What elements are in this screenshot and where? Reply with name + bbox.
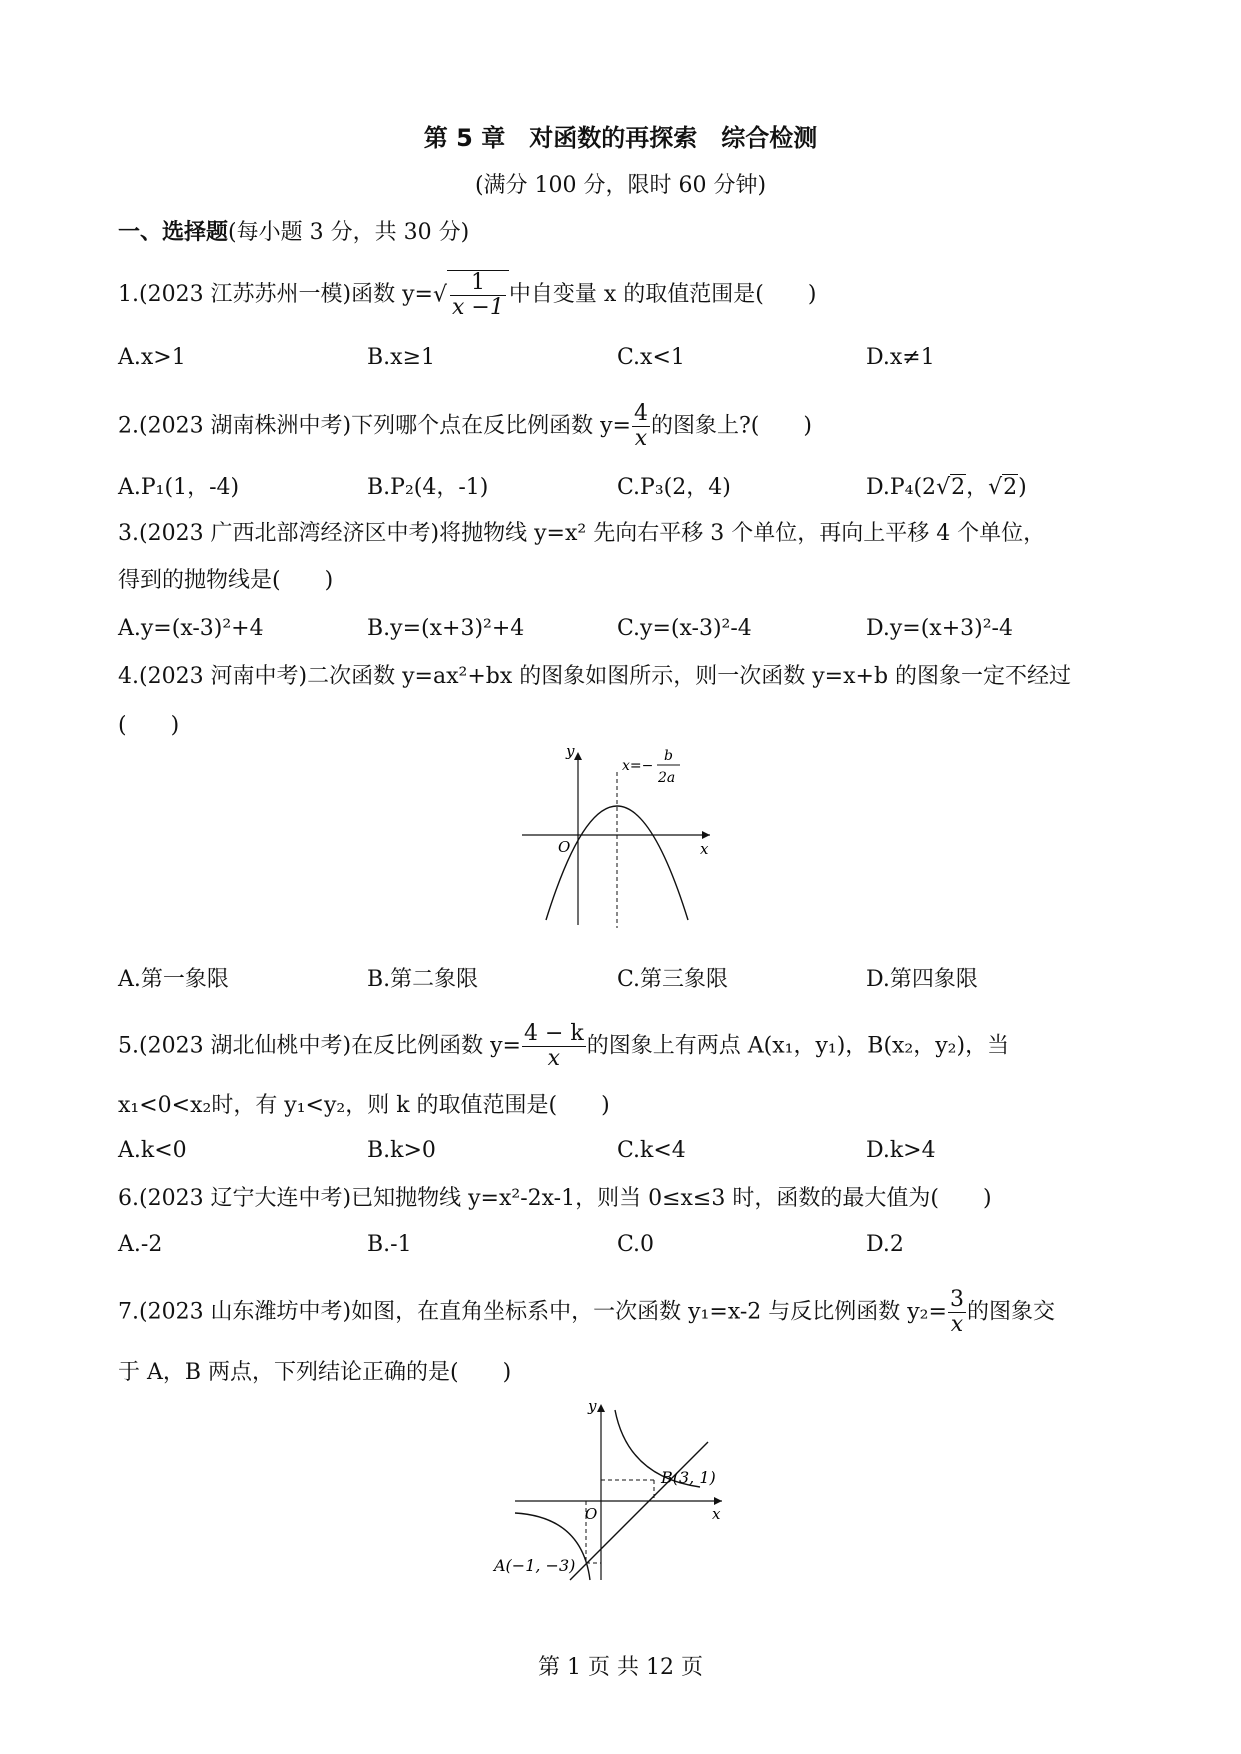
q1-option-d: D.x≠1	[866, 345, 935, 370]
page-number: 第 1 页 共 12 页	[538, 1655, 703, 1680]
q7-suffix: 的图象交	[966, 1299, 1055, 1325]
origin-label: O	[558, 838, 571, 856]
q2-option-b: B.P₂(4，-1)	[367, 475, 489, 500]
question-7-line-1	[118, 1288, 1055, 1337]
x-axis-label: x	[700, 840, 709, 858]
q1-option-b: B.x≥1	[367, 345, 435, 370]
section-note: (每小题 3 分，共 30 分)	[228, 220, 470, 245]
q6-option-d: D.2	[866, 1232, 904, 1257]
q1-suffix: 中自变量 x 的取值范围是( )	[508, 282, 817, 307]
q2-option-d-pre: D.P₄(2	[866, 475, 937, 500]
q4-option-a: A.第一象限	[118, 967, 229, 992]
page-title: 第 5 章 对函数的再探索 综合检测	[423, 124, 818, 152]
y-axis-arrow	[574, 752, 582, 760]
q2-option-a: A.P₁(1，-4)	[118, 475, 240, 500]
x-axis-arrow	[702, 831, 710, 839]
q2-suffix: 的图象上?( )	[651, 413, 812, 439]
q4-option-d: D.第四象限	[866, 967, 978, 992]
q3-option-b: B.y=(x+3)²+4	[367, 616, 525, 641]
q2-option-d-radicand-2: 2	[1003, 475, 1018, 500]
q2-option-d-post: )	[1018, 475, 1027, 500]
q6-option-c: C.0	[617, 1232, 655, 1257]
symmetry-axis-label: x=−	[622, 758, 654, 774]
y-axis-label: y	[588, 1397, 597, 1415]
exam-info: (满分 100 分，限时 60 分钟)	[474, 173, 767, 198]
question-2	[118, 402, 812, 451]
q2-frac-num: 4	[634, 401, 648, 426]
origin-label: O	[585, 1505, 598, 1523]
q1-option-c: C.x<1	[617, 345, 685, 370]
section-heading	[118, 218, 469, 248]
q3-option-d: D.y=(x+3)²-4	[866, 616, 1013, 641]
question-6: 6.(2023 辽宁大连中考)已知抛物线 y=x²-2x-1，则当 0≤x≤3 时，函数的最大值为( )	[118, 1186, 992, 1211]
y-axis-label: y	[566, 742, 575, 760]
q6-option-a: A.-2	[118, 1232, 163, 1257]
q5-prefix: 5.(2023 湖北仙桃中考)在反比例函数 y=	[118, 1033, 521, 1059]
hyperbola-line-figure	[490, 1395, 760, 1595]
q2-option-d: D.P₄(2√2，√2)	[866, 475, 1027, 500]
q2-frac-den: x	[634, 426, 648, 451]
point-a-label: A(−1, −3)	[494, 1556, 576, 1575]
q1-option-a: A.x>1	[118, 345, 186, 370]
question-5-line-2: x₁<0<x₂时，有 y₁<y₂，则 k 的取值范围是( )	[118, 1093, 610, 1118]
point-b-label: B(3, 1)	[661, 1468, 716, 1487]
q5-frac-den: x	[547, 1046, 561, 1071]
sqrt-expression: √ $\frac{1}{x -1}$	[433, 270, 509, 320]
question-3-line-2: 得到的抛物线是( )	[118, 568, 334, 593]
y-axis-arrow	[597, 1404, 605, 1412]
x-axis-label: x	[712, 1505, 721, 1523]
q2-option-d-sep: ，	[966, 475, 989, 500]
question-1	[118, 270, 816, 320]
symmetry-axis-num: b	[664, 748, 673, 764]
q7-prefix: 7.(2023 山东潍坊中考)如图，在直角坐标系中，一次函数 y₁=x-2 与反比例函数 y₂=	[118, 1299, 947, 1325]
q1-prefix: 1.(2023 江苏苏州一模)函数 y=	[118, 282, 433, 307]
q5-option-a: A.k<0	[118, 1138, 187, 1163]
q4-option-b: B.第二象限	[367, 967, 479, 992]
q1-frac-den: x −1	[452, 295, 504, 320]
q2-prefix: 2.(2023 湖南株洲中考)下列哪个点在反比例函数 y=	[118, 413, 631, 439]
x-axis-arrow	[714, 1497, 722, 1505]
question-5-line-1	[118, 1022, 1009, 1071]
q5-option-b: B.k>0	[367, 1138, 436, 1163]
question-4-line-2: ( )	[118, 713, 180, 738]
symmetry-axis-den: 2a	[658, 770, 676, 786]
q1-frac-num: 1	[450, 271, 506, 296]
q5-option-d: D.k>4	[866, 1138, 936, 1163]
q4-option-c: C.第三象限	[617, 967, 729, 992]
q7-frac-num: 3	[949, 1287, 964, 1312]
q2-option-d-radicand-1: 2	[951, 475, 966, 500]
q5-frac-num: 4 − k	[524, 1021, 584, 1046]
q3-option-c: C.y=(x-3)²-4	[617, 616, 752, 641]
q3-option-a: A.y=(x-3)²+4	[118, 616, 264, 641]
section-label: 一、选择题	[118, 220, 229, 245]
q5-option-c: C.k<4	[617, 1138, 686, 1163]
q2-option-c: C.P₃(2，4)	[617, 475, 731, 500]
q6-option-b: B.-1	[367, 1232, 412, 1257]
question-3-line-1: 3.(2023 广西北部湾经济区中考)将抛物线 y=x² 先向右平移 3 个单位，再向上平移 4 个单位，	[118, 521, 1046, 546]
question-7-line-2: 于 A，B 两点，下列结论正确的是( )	[118, 1360, 512, 1385]
q5-suffix: 的图象上有两点 A(x₁，y₁)，B(x₂，y₂)，当	[586, 1033, 1010, 1059]
question-4-line-1: 4.(2023 河南中考)二次函数 y=ax²+bx 的图象如图所示，则一次函数 y=x+b 的图象一定不经过	[118, 664, 1072, 689]
q7-frac-den: x	[950, 1312, 964, 1337]
parabola-figure	[510, 740, 730, 930]
